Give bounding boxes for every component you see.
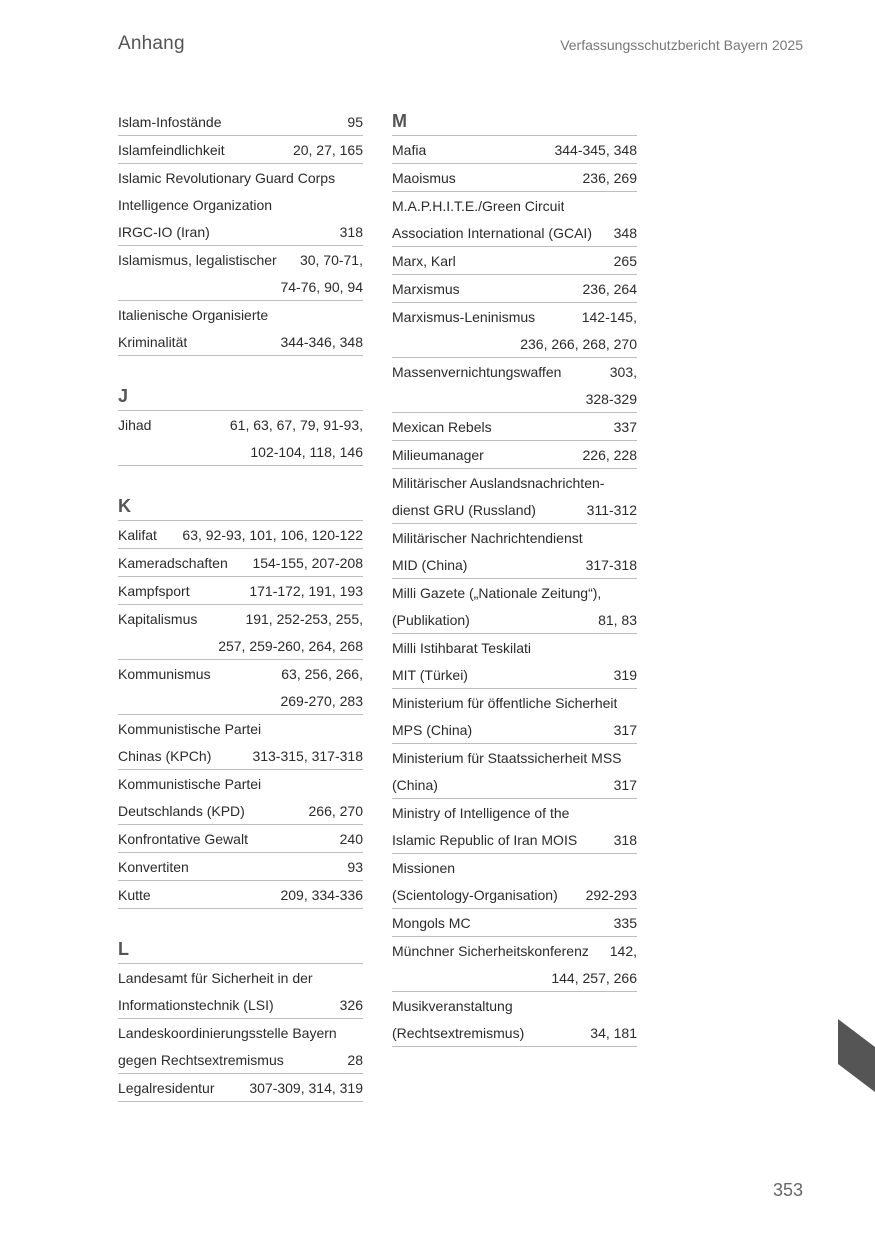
index-page-refs: 344-346, 348 — [280, 333, 363, 350]
index-page-refs: 317-318 — [585, 556, 637, 573]
index-term: Kalifat — [118, 526, 157, 543]
index-entry-line — [392, 881, 637, 908]
index-term: Islamfeindlichkeit — [118, 141, 225, 158]
index-entry-line — [392, 937, 637, 964]
index-term: Konvertiten — [118, 858, 189, 875]
index-entry — [392, 689, 637, 744]
index-page-refs: 236, 266, 268, 270 — [520, 335, 637, 352]
index-entry-line — [118, 521, 363, 548]
index-entry-line — [118, 273, 363, 300]
index-entry — [118, 521, 363, 549]
index-entry-line — [392, 661, 637, 688]
index-term: Islamic Republic of Iran MOIS — [392, 831, 578, 848]
index-term: Kutte — [118, 886, 151, 903]
index-column-right — [392, 108, 637, 1047]
index-term: Musikveranstaltung — [392, 997, 513, 1014]
index-entry-line — [392, 689, 637, 716]
index-page-refs: 28 — [347, 1051, 363, 1068]
index-entry-line — [118, 770, 363, 797]
index-entry — [392, 441, 637, 469]
index-entry-line — [392, 606, 637, 633]
index-entry-line — [118, 797, 363, 824]
index-entry-line — [118, 246, 363, 273]
index-entry-line — [392, 854, 637, 881]
index-term: Ministry of Intelligence of the — [392, 804, 570, 821]
index-entry-line — [392, 579, 637, 606]
index-term: Kapitalismus — [118, 610, 198, 627]
index-term: Missionen — [392, 859, 456, 876]
index-entry — [118, 715, 363, 770]
index-entry — [118, 964, 363, 1019]
index-entry-line — [392, 441, 637, 468]
index-page-refs: 319 — [613, 666, 637, 683]
index-page-refs: 257, 259-260, 264, 268 — [218, 637, 363, 654]
index-entry — [118, 605, 363, 660]
index-entry — [392, 937, 637, 992]
index-term: (Scientology-Organisation) — [392, 886, 558, 903]
index-entry — [118, 1019, 363, 1074]
index-entry — [118, 853, 363, 881]
index-term: Milli Gazete („Nationale Zeitung“), — [392, 584, 602, 601]
index-entry — [118, 411, 363, 466]
index-page-refs: 335 — [613, 914, 637, 931]
index-term: Militärischer Nachrichtendienst — [392, 529, 583, 546]
index-page-refs: 344-345, 348 — [554, 141, 637, 158]
index-page-refs: 30, 70-71, — [299, 251, 363, 268]
index-entry — [392, 192, 637, 247]
index-page-refs: 328-329 — [585, 390, 637, 407]
index-page-refs: 236, 269 — [582, 169, 637, 186]
index-page-refs: 154-155, 207-208 — [252, 554, 363, 571]
index-entry — [392, 164, 637, 192]
index-letter-heading: L — [118, 936, 363, 964]
index-entry — [392, 799, 637, 854]
index-entry — [118, 108, 363, 136]
index-term: Kampfsport — [118, 582, 190, 599]
index-term: Italienische Organisierte — [118, 306, 269, 323]
index-entry — [392, 579, 637, 634]
index-entry — [392, 247, 637, 275]
section-gap — [118, 909, 363, 936]
thumb-index-tab — [838, 1019, 875, 1092]
index-entry-line — [118, 1074, 363, 1101]
index-entry — [392, 303, 637, 358]
index-entry — [392, 634, 637, 689]
index-entry-line — [118, 715, 363, 742]
index-term: Kommunistische Partei — [118, 720, 262, 737]
index-term: Marx, Karl — [392, 252, 456, 269]
index-term: gegen Rechtsextremismus — [118, 1051, 284, 1068]
index-entry — [118, 770, 363, 825]
index-entry — [392, 358, 637, 413]
index-term: Islamismus, legalistischer — [118, 251, 277, 268]
index-entry — [118, 164, 363, 246]
index-page-refs: 318 — [613, 831, 637, 848]
index-term: Islam-Infostände — [118, 113, 222, 130]
index-entry-line — [118, 164, 363, 191]
index-term: (Publikation) — [392, 611, 470, 628]
index-page-refs: 142-145, — [581, 308, 637, 325]
index-entry-line — [118, 632, 363, 659]
index-page-refs: 236, 264 — [582, 280, 637, 297]
index-entry-line — [392, 469, 637, 496]
index-page-refs: 226, 228 — [582, 446, 637, 463]
index-term: Massenvernichtungswaffen — [392, 363, 562, 380]
index-entry-line — [392, 192, 637, 219]
index-page-refs: 317 — [613, 721, 637, 738]
index-term: Islamic Revolutionary Guard Corps — [118, 169, 336, 186]
index-entry — [392, 275, 637, 303]
index-entry-line — [118, 881, 363, 908]
index-term: (China) — [392, 776, 438, 793]
index-entry-line — [118, 191, 363, 218]
index-letter-heading: M — [392, 108, 637, 136]
index-entry — [392, 413, 637, 441]
index-entry-line — [118, 438, 363, 465]
index-term: IRGC-IO (Iran) — [118, 223, 210, 240]
index-term: MPS (China) — [392, 721, 473, 738]
index-page-refs: 303, — [609, 363, 637, 380]
index-entry-line — [118, 964, 363, 991]
index-entry — [118, 881, 363, 909]
index-entry — [118, 136, 363, 164]
index-letter-heading: J — [118, 383, 363, 411]
index-term: Mongols MC — [392, 914, 471, 931]
index-entry-line — [392, 524, 637, 551]
index-page-refs: 102-104, 118, 146 — [250, 443, 363, 460]
index-term: Konfrontative Gewalt — [118, 830, 248, 847]
index-entry-line — [392, 303, 637, 330]
index-entry-line — [118, 853, 363, 880]
index-term: Mexican Rebels — [392, 418, 492, 435]
index-entry-line — [118, 991, 363, 1018]
index-page-refs: 240 — [339, 830, 363, 847]
index-page-refs: 265 — [613, 252, 637, 269]
index-entry-line — [392, 413, 637, 440]
index-entry-line — [118, 136, 363, 163]
index-letter-heading: K — [118, 493, 363, 521]
index-term: Informationstechnik (LSI) — [118, 996, 274, 1013]
index-term: Association International (GCAI) — [392, 224, 592, 241]
index-entry — [392, 469, 637, 524]
index-term: Chinas (KPCh) — [118, 747, 212, 764]
index-term: Kommunismus — [118, 665, 211, 682]
index-page-refs: 74-76, 90, 94 — [280, 278, 363, 295]
index-page-refs: 20, 27, 165 — [292, 141, 363, 158]
index-term: MIT (Türkei) — [392, 666, 468, 683]
index-term: Kriminalität — [118, 333, 188, 350]
index-entry-line — [118, 1046, 363, 1073]
index-entry-line — [118, 549, 363, 576]
index-entry — [392, 854, 637, 909]
index-term: Intelligence Organization — [118, 196, 273, 213]
index-page-refs: 63, 256, 266, — [281, 665, 363, 682]
index-entry-line — [118, 301, 363, 328]
index-entry — [118, 246, 363, 301]
index-page-refs: 318 — [339, 223, 363, 240]
index-entry-line — [392, 992, 637, 1019]
index-entry-line — [392, 771, 637, 798]
index-entry-line — [118, 328, 363, 355]
index-entry-line — [118, 1019, 363, 1046]
index-entry-line — [118, 218, 363, 245]
index-page-refs: 348 — [613, 224, 637, 241]
index-page-refs: 307-309, 314, 319 — [249, 1079, 363, 1096]
index-page-refs: 313-315, 317-318 — [252, 747, 363, 764]
index-term: Kameradschaften — [118, 554, 228, 571]
index-entry — [118, 301, 363, 356]
index-entry-line — [118, 605, 363, 632]
index-term: Legalresidentur — [118, 1079, 215, 1096]
index-entry-line — [392, 385, 637, 412]
index-entry-line — [392, 496, 637, 523]
index-term: Jihad — [118, 416, 152, 433]
index-entry — [392, 744, 637, 799]
index-term: Maoismus — [392, 169, 456, 186]
index-page-refs: 63, 92-93, 101, 106, 120-122 — [182, 526, 363, 543]
index-entry-line — [392, 826, 637, 853]
index-page-refs: 191, 252-253, 255, — [245, 610, 363, 627]
index-page-refs: 61, 63, 67, 79, 91-93, — [229, 416, 363, 433]
index-term: MID (China) — [392, 556, 468, 573]
index-entry — [118, 1074, 363, 1102]
index-entry-line — [392, 219, 637, 246]
index-entry — [392, 136, 637, 164]
index-entry-line — [392, 164, 637, 191]
index-page-refs: 142, — [609, 942, 637, 959]
index-page-refs: 144, 257, 266 — [551, 969, 637, 986]
index-entry-line — [118, 660, 363, 687]
index-entry — [392, 909, 637, 937]
index-entry-line — [392, 330, 637, 357]
index-entry-line — [392, 358, 637, 385]
index-entry-line — [392, 551, 637, 578]
index-term: Landeskoordinierungsstelle Bayern — [118, 1024, 337, 1041]
index-entry — [118, 577, 363, 605]
index-term: dienst GRU (Russland) — [392, 501, 536, 518]
index-entry-line — [118, 825, 363, 852]
index-term: Militärischer Auslandsnachrichten- — [392, 474, 605, 491]
index-page-refs: 34, 181 — [590, 1024, 637, 1041]
index-entry-line — [118, 577, 363, 604]
index-term: Ministerium für Staatssicherheit MSS — [392, 749, 622, 766]
index-page-refs: 317 — [613, 776, 637, 793]
index-entry — [118, 660, 363, 715]
index-page-refs: 93 — [347, 858, 363, 875]
index-term: Marxismus — [392, 280, 460, 297]
index-page-refs: 266, 270 — [308, 802, 363, 819]
index-entry-line — [392, 909, 637, 936]
index-entry-line — [118, 742, 363, 769]
index-entry-line — [392, 1019, 637, 1046]
index-page-refs: 209, 334-336 — [280, 886, 363, 903]
index-entry-line — [392, 136, 637, 163]
index-column-left — [118, 108, 363, 1102]
index-page-refs: 337 — [613, 418, 637, 435]
section-gap — [118, 356, 363, 383]
index-term: Milieumanager — [392, 446, 484, 463]
index-page-refs: 311-312 — [586, 501, 637, 518]
publication-title: Verfassungsschutzbericht Bayern 2025 — [560, 37, 803, 53]
index-term: Mafia — [392, 141, 427, 158]
index-entry — [118, 825, 363, 853]
index-entry — [118, 549, 363, 577]
index-term: Landesamt für Sicherheit in der — [118, 969, 313, 986]
index-page-refs: 95 — [347, 113, 363, 130]
index-term: Deutschlands (KPD) — [118, 802, 245, 819]
section-title: Anhang — [118, 33, 185, 54]
index-term: Marxismus-Leninismus — [392, 308, 536, 325]
index-term: (Rechtsextremismus) — [392, 1024, 525, 1041]
index-entry-line — [392, 799, 637, 826]
page-number: 353 — [772, 1180, 803, 1200]
index-page-refs: 269-270, 283 — [280, 692, 363, 709]
index-term: M.A.P.H.I.T.E./Green Circuit — [392, 197, 565, 214]
index-term: Milli Istihbarat Teskilati — [392, 639, 532, 656]
index-page-refs: 292-293 — [585, 886, 637, 903]
index-entry-line — [392, 964, 637, 991]
index-term: Münchner Sicherheitskonferenz — [392, 942, 589, 959]
index-page-refs: 326 — [339, 996, 363, 1013]
index-term: Ministerium für öffentliche Sicherheit — [392, 694, 618, 711]
index-entry-line — [392, 634, 637, 661]
index-term: Kommunistische Partei — [118, 775, 262, 792]
index-page-refs: 81, 83 — [598, 611, 637, 628]
index-entry-line — [118, 687, 363, 714]
index-entry — [392, 524, 637, 579]
index-entry-line — [392, 247, 637, 274]
index-entry-line — [118, 411, 363, 438]
index-entry-line — [392, 744, 637, 771]
index-page-refs: 171-172, 191, 193 — [249, 582, 363, 599]
section-gap — [118, 466, 363, 493]
index-entry — [392, 992, 637, 1047]
index-entry-line — [392, 275, 637, 302]
index-entry-line — [392, 716, 637, 743]
index-entry-line — [118, 108, 363, 135]
